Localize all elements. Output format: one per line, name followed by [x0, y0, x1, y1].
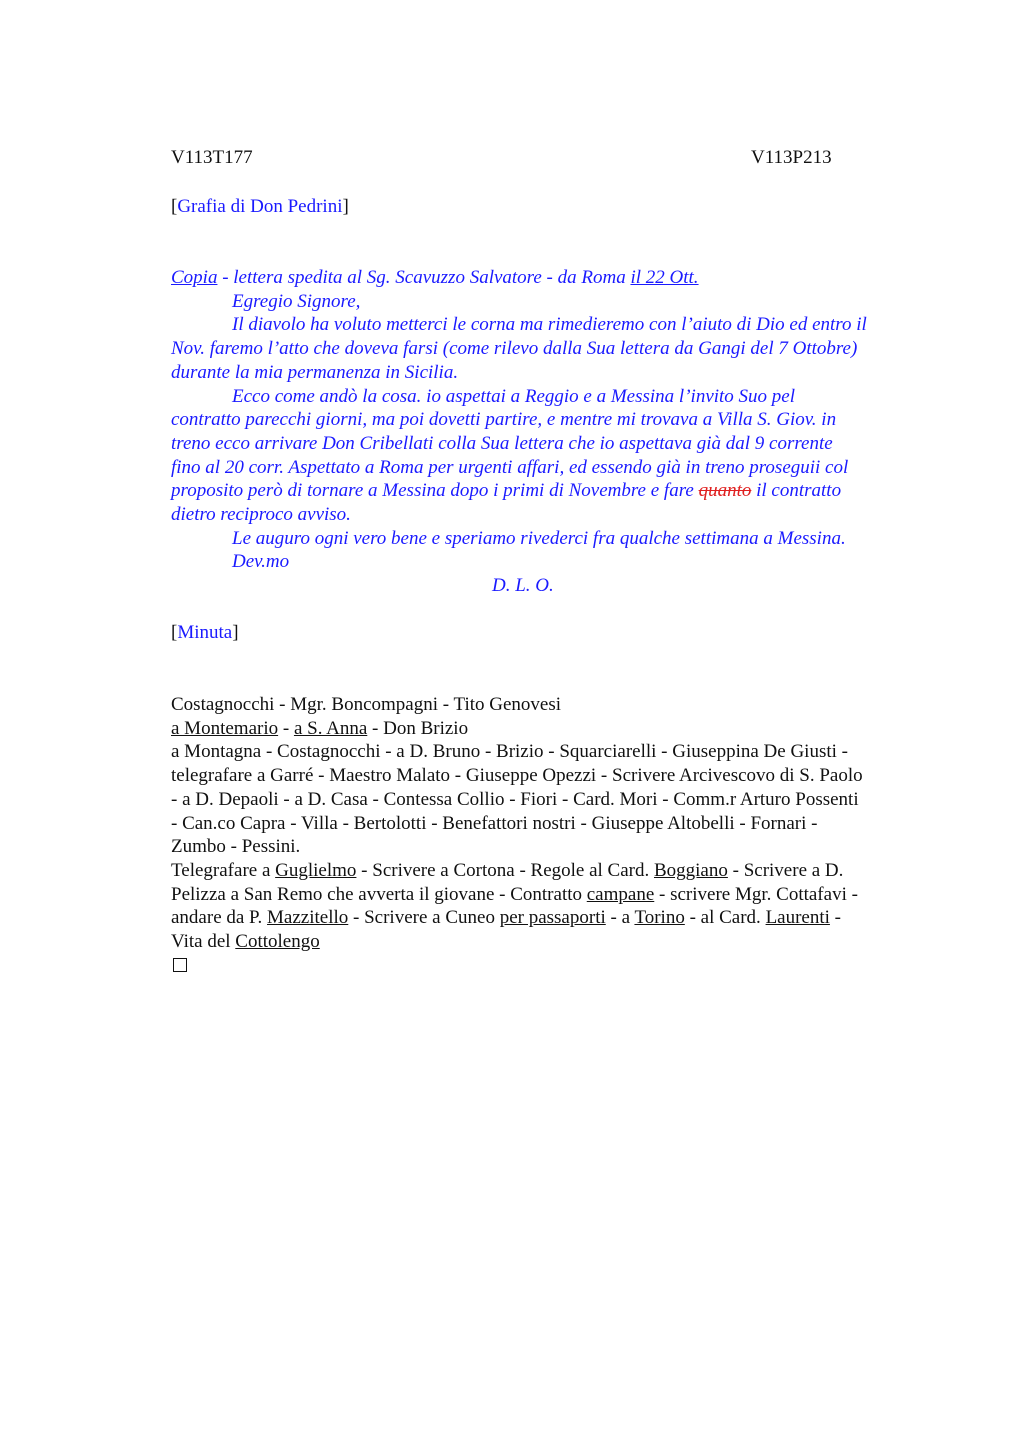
letter-p2-line: treno ecco arrivare Don Cribellati colla Sua lettera che io aspettava già dal 9 corrente [171, 432, 833, 454]
notes-line [171, 859, 931, 883]
letter-p2-line: dietro reciproco avviso. [171, 504, 351, 526]
notes-underlined: Laurenti [765, 907, 830, 929]
notes-line: Zumbo - Pessini. [171, 836, 301, 858]
notes-text: Vita del [171, 931, 236, 953]
notes-text: - Scrivere a D. [727, 859, 844, 881]
letter-closing: Le auguro ogni vero bene e speriamo rivederci fra qualche settimana a Messina. [232, 527, 846, 549]
notes-underlined: Cottolengo [235, 931, 320, 953]
letter-p2-line: contratto parecchi giorni, ma poi dovetti partire, e mentre mi trovava a Villa S. Giov. in [171, 409, 837, 431]
notes-line: Costagnocchi - Mgr. Boncompagni - Tito Genovesi [171, 694, 562, 715]
copia-label: Copia [171, 267, 218, 288]
notes-text: - scrivere Mgr. Cottafavi - [654, 883, 858, 905]
notes-text: - Don Brizio [367, 717, 469, 739]
notes-text: - [829, 907, 841, 929]
notes-line: - Can.co Capra - Villa - Bertolotti - Benefattori nostri - Giuseppe Altobelli - Fornari - [171, 812, 818, 834]
notes-line [171, 883, 931, 907]
section-label-minuta-text: Minuta [177, 622, 233, 643]
notes-text: Telegrafare a [171, 859, 276, 881]
notes-text: - [278, 717, 294, 739]
notes-line [171, 717, 931, 741]
section-label-grafia: [Grafia di Don Pedrini] [171, 196, 349, 217]
letter-p2-post: il contratto [751, 480, 842, 502]
letter-p2-line: Ecco come andò la cosa. io aspettai a Reggio e a Messina l’invito Suo pel [232, 385, 796, 407]
notes-underlined: Boggiano [653, 859, 728, 881]
letter-intro [171, 266, 931, 290]
notes-line [171, 930, 931, 954]
letter-greeting: Egregio Signore, [232, 290, 361, 312]
notes-text: - al Card. [684, 907, 766, 929]
notes-underlined: Mazzitello [267, 907, 349, 929]
notes-underlined: Guglielmo [275, 859, 357, 881]
letter-p1-line: Il diavolo ha voluto metterci le corna ma rimedieremo con l’aiuto di Dio ed entro il [232, 314, 867, 336]
notes-text: - Scrivere a Cuneo [348, 907, 500, 929]
notes-underlined: per passaporti [499, 907, 606, 929]
letter-copy [171, 266, 931, 598]
right-code-wrap [751, 146, 832, 170]
section-label-grafia-text: Grafia di Don Pedrini [177, 196, 343, 217]
letter-p2-line [171, 479, 931, 503]
notes-underlined: a Montemario [171, 717, 279, 739]
letter-date: il 22 Ott. [630, 267, 699, 288]
letter-p2-line: fino al 20 corr. Aspettato a Roma per urgenti affari, ed essendo già in treno proseguii col [171, 456, 849, 478]
letter-intro-text: - lettera spedita al Sg. Scavuzzo Salvatore - da Roma [217, 267, 631, 288]
right-code: V113P213 [751, 147, 832, 168]
letter-signature: D. L. O. [492, 575, 554, 597]
letter-p2-pre: proposito però di tornare a Messina dopo i primi di Novembre e fare [171, 480, 699, 502]
notes-line [171, 906, 931, 930]
notes-text: Pelizza a San Remo che avverta il giovane - Contratto [171, 883, 587, 905]
notes-underlined: Torino [634, 907, 685, 929]
notes-underlined: campane [586, 883, 655, 905]
left-code: V113T177 [171, 147, 253, 168]
notes-line: - a D. Depaoli - a D. Casa - Contessa Collio - Fiori - Card. Mori - Comm.r Arturo Possenti [171, 788, 859, 810]
section-label-minuta: [Minuta] [171, 622, 239, 643]
header-row [171, 146, 253, 170]
notes-text: - a [605, 907, 635, 929]
notes-text: andare da P. [171, 907, 268, 929]
notes-line: telegrafare a Garré - Maestro Malato - Giuseppe Opezzi - Scrivere Arcivescovo di S. Paolo [171, 765, 863, 787]
letter-p1-line: Nov. faremo l’atto che doveva farsi (come rilevo dalla Sua lettera da Gangi del 7 Ottobre) [171, 338, 858, 360]
notes-text: - Scrivere a Cortona - Regole al Card. [356, 859, 654, 881]
checkbox-square-icon [173, 958, 187, 972]
minuta-notes [171, 693, 931, 954]
notes-underlined: a S. Anna [293, 717, 368, 739]
letter-devmo: Dev.mo [232, 551, 290, 573]
struck-word: quanto [698, 480, 752, 502]
notes-line: a Montagna - Costagnocchi - a D. Bruno - Brizio - Squarciarelli - Giuseppina De Giusti - [171, 741, 848, 763]
letter-p1-line: durante la mia permanenza in Sicilia. [171, 361, 459, 383]
